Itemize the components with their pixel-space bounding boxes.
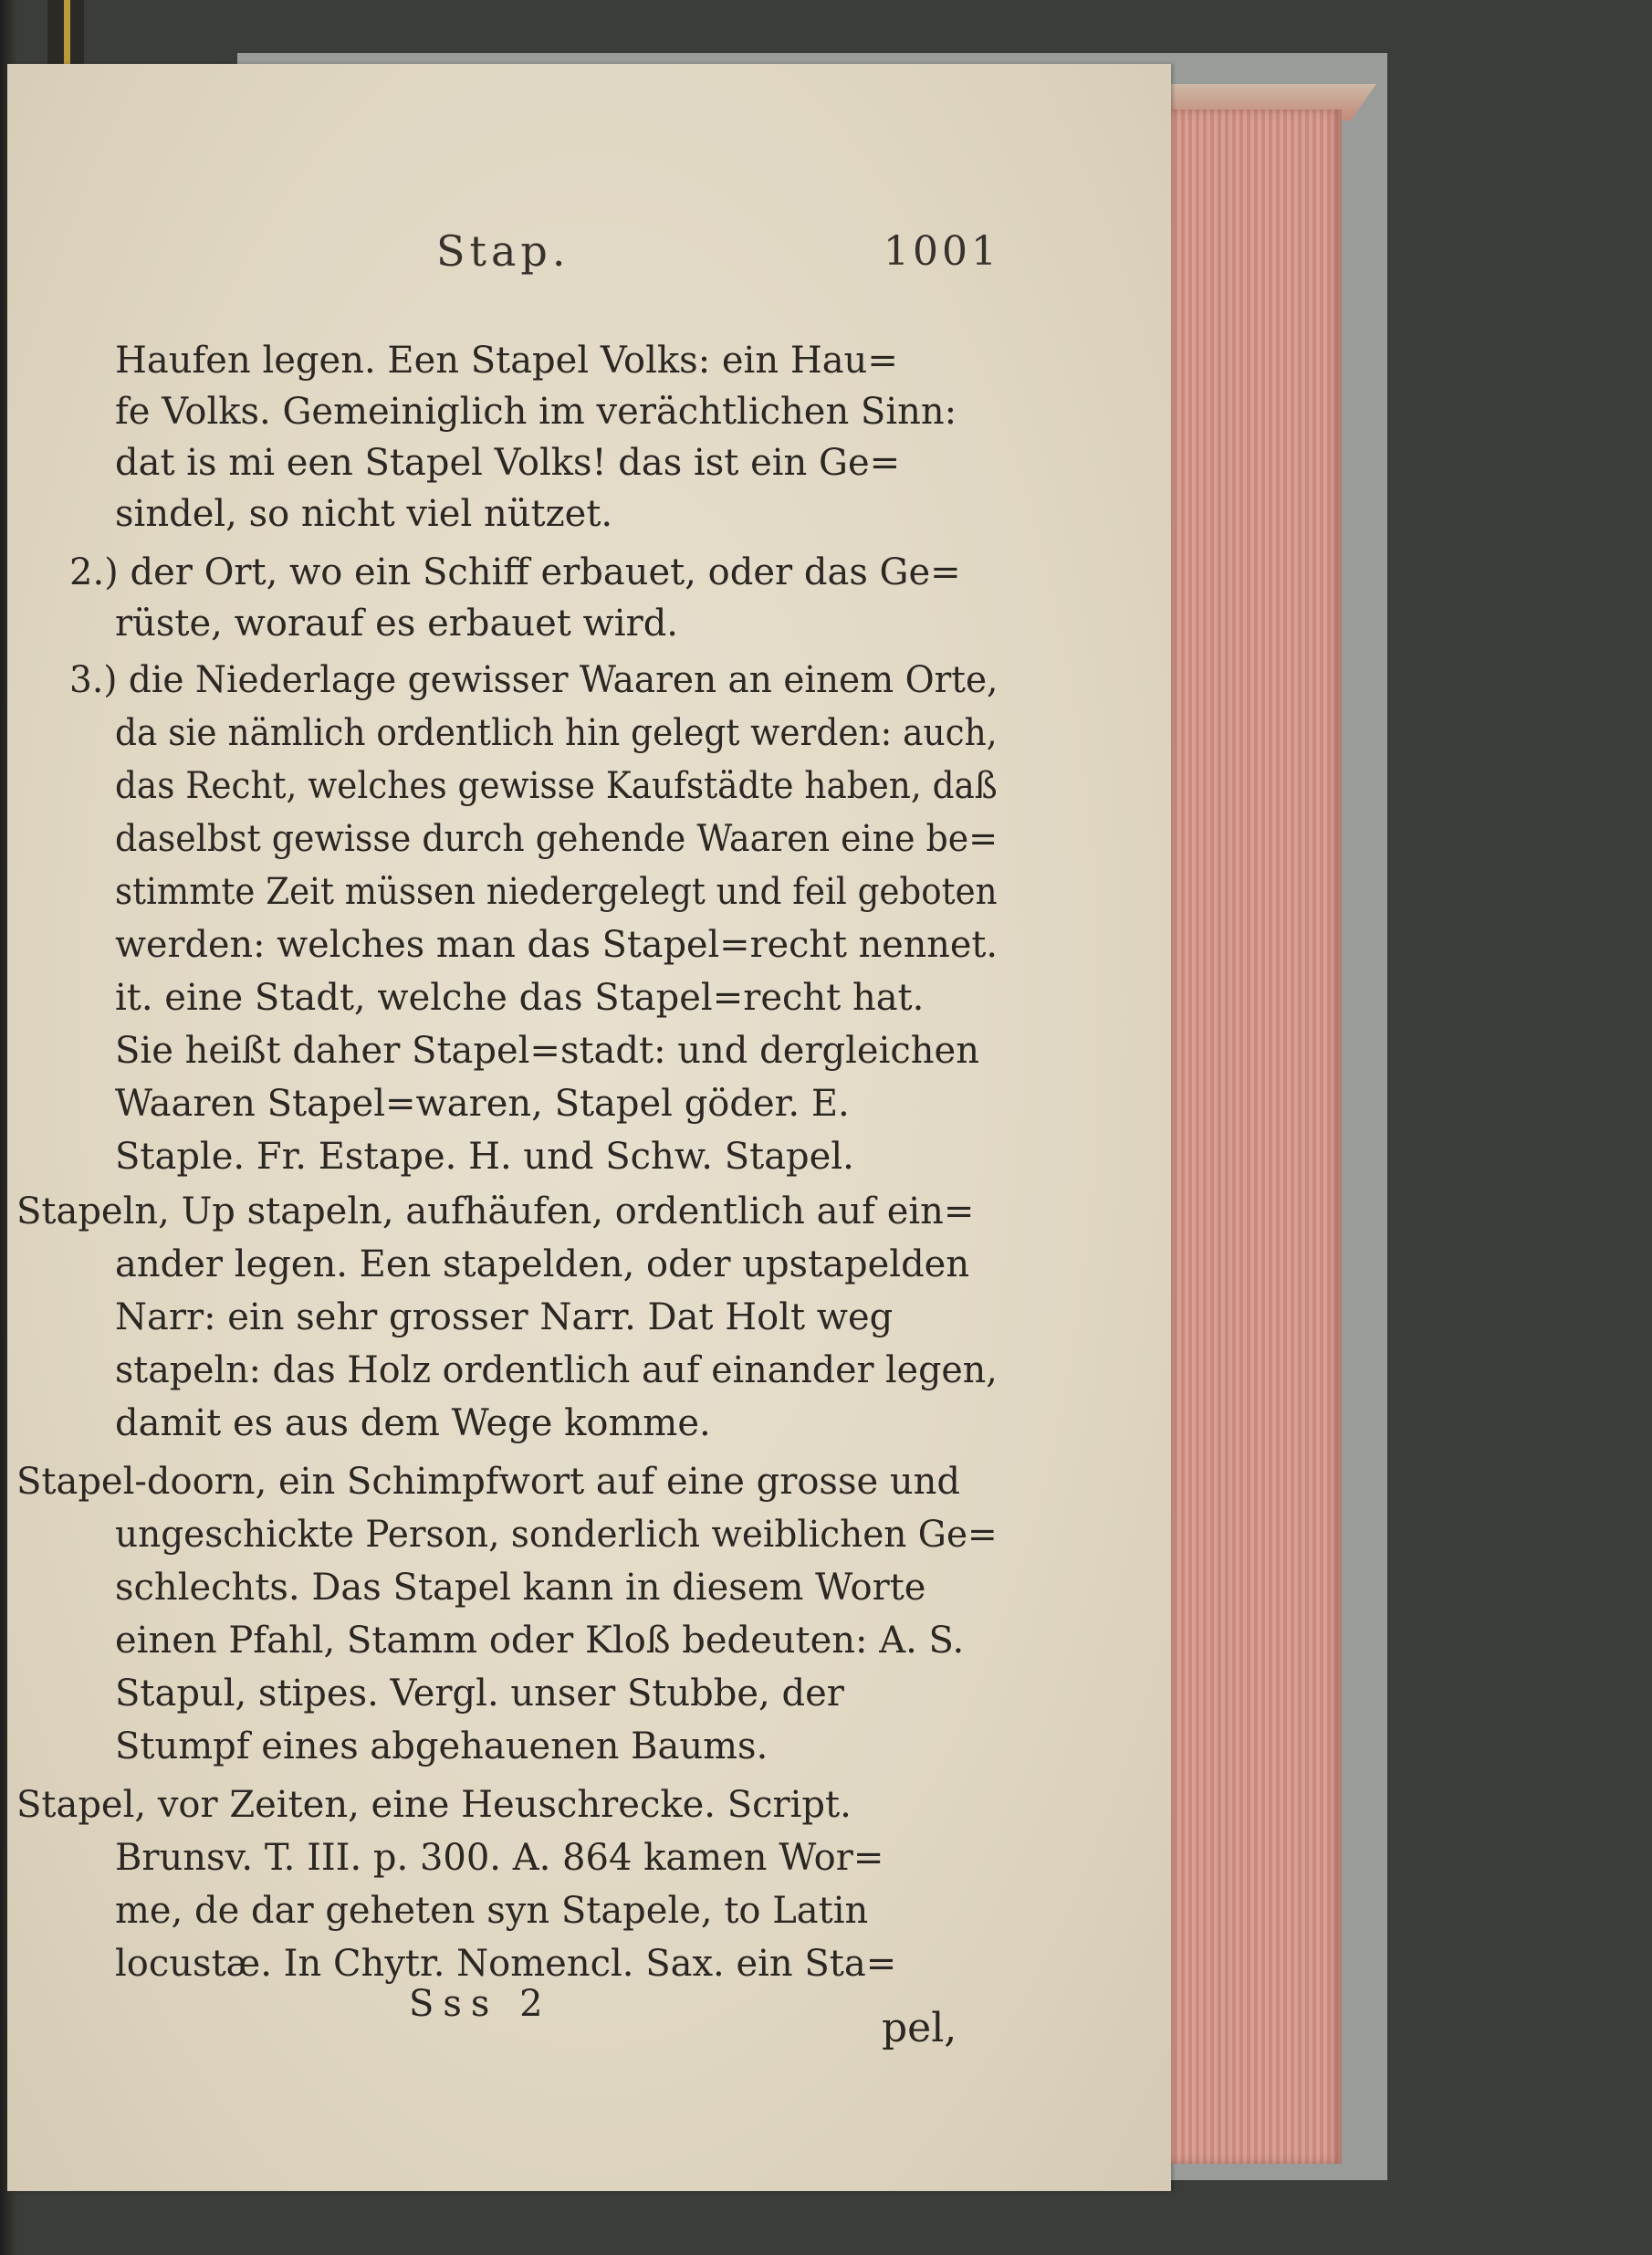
page-number: 1001 bbox=[884, 228, 1000, 275]
text-line: Staple. Fr. Estape. H. und Schw. Stapel. bbox=[115, 1136, 854, 1178]
catchword: pel, bbox=[882, 2005, 957, 2051]
text-line: sindel, so nicht viel nützet. bbox=[115, 493, 613, 535]
text-line: ungeschickte Person, sonderlich weiblichen Ge= bbox=[115, 1514, 998, 1556]
text-line: Haufen legen. Een Stapel Volks: ein Hau= bbox=[115, 340, 898, 382]
text-line: daselbst gewisse durch gehende Waaren eine be= bbox=[115, 818, 998, 860]
text-line: damit es aus dem Wege komme. bbox=[115, 1402, 711, 1444]
text-line: dat is mi een Stapel Volks! das ist ein Ge= bbox=[115, 442, 901, 484]
text-line: stapeln: das Holz ordentlich auf einander legen, bbox=[115, 1349, 998, 1391]
page-content bbox=[7, 64, 1171, 2191]
text-line: das Recht, welches gewisse Kaufstädte haben, daß bbox=[115, 765, 998, 807]
signature-mark: Sss 2 bbox=[409, 1983, 552, 2025]
text-line: Sie heißt daher Stapel=stadt: und dergleichen bbox=[115, 1030, 979, 1072]
text-line: Brunsv. T. III. p. 300. A. 864 kamen Wor= bbox=[115, 1837, 884, 1879]
page-fore-edge bbox=[1159, 110, 1342, 2164]
text-line: Stapel-doorn, ein Schimpfwort auf eine grosse und bbox=[16, 1461, 960, 1503]
text-line: Stapul, stipes. Vergl. unser Stubbe, der bbox=[115, 1673, 844, 1715]
page-header bbox=[7, 226, 1171, 281]
text-line: locustæ. In Chytr. Nomencl. Sax. ein Sta= bbox=[115, 1943, 897, 1985]
text-line: ander legen. Een stapelden, oder upstapelden bbox=[115, 1243, 970, 1285]
text-line: Narr: ein sehr grosser Narr. Dat Holt weg bbox=[115, 1296, 894, 1338]
text-line: da sie nämlich ordentlich hin gelegt werden: auch, bbox=[115, 712, 998, 754]
text-line: me, de dar geheten syn Stapele, to Latin bbox=[115, 1890, 869, 1932]
text-line: Stapel, vor Zeiten, eine Heuschrecke. Script. bbox=[16, 1784, 852, 1826]
text-line: 3.) die Niederlage gewisser Waaren an einem Orte, bbox=[69, 659, 999, 701]
book-page bbox=[7, 64, 1171, 2191]
text-line: 2.) der Ort, wo ein Schiff erbauet, oder das Ge= bbox=[69, 551, 961, 593]
text-line: it. eine Stadt, welche das Stapel=recht hat. bbox=[115, 977, 925, 1019]
running-head: Stap. bbox=[436, 226, 570, 276]
text-line: Waaren Stapel=waren, Stapel göder. E. bbox=[115, 1083, 850, 1125]
text-line: rüste, worauf es erbauet wird. bbox=[115, 603, 679, 645]
text-line: fe Volks. Gemeiniglich im verächtlichen Sinn: bbox=[115, 391, 957, 433]
text-line: schlechts. Das Stapel kann in diesem Worte bbox=[115, 1567, 926, 1609]
text-line: einen Pfahl, Stamm oder Kloß bedeuten: A. S. bbox=[115, 1620, 965, 1662]
text-line: Stumpf eines abgehauenen Baums. bbox=[115, 1725, 768, 1767]
text-line: stimmte Zeit müssen niedergelegt und feil geboten bbox=[115, 871, 998, 913]
text-line: werden: welches man das Stapel=recht nennet. bbox=[115, 924, 999, 966]
text-line: Stapeln, Up stapeln, aufhäufen, ordentlich auf ein= bbox=[16, 1190, 975, 1232]
